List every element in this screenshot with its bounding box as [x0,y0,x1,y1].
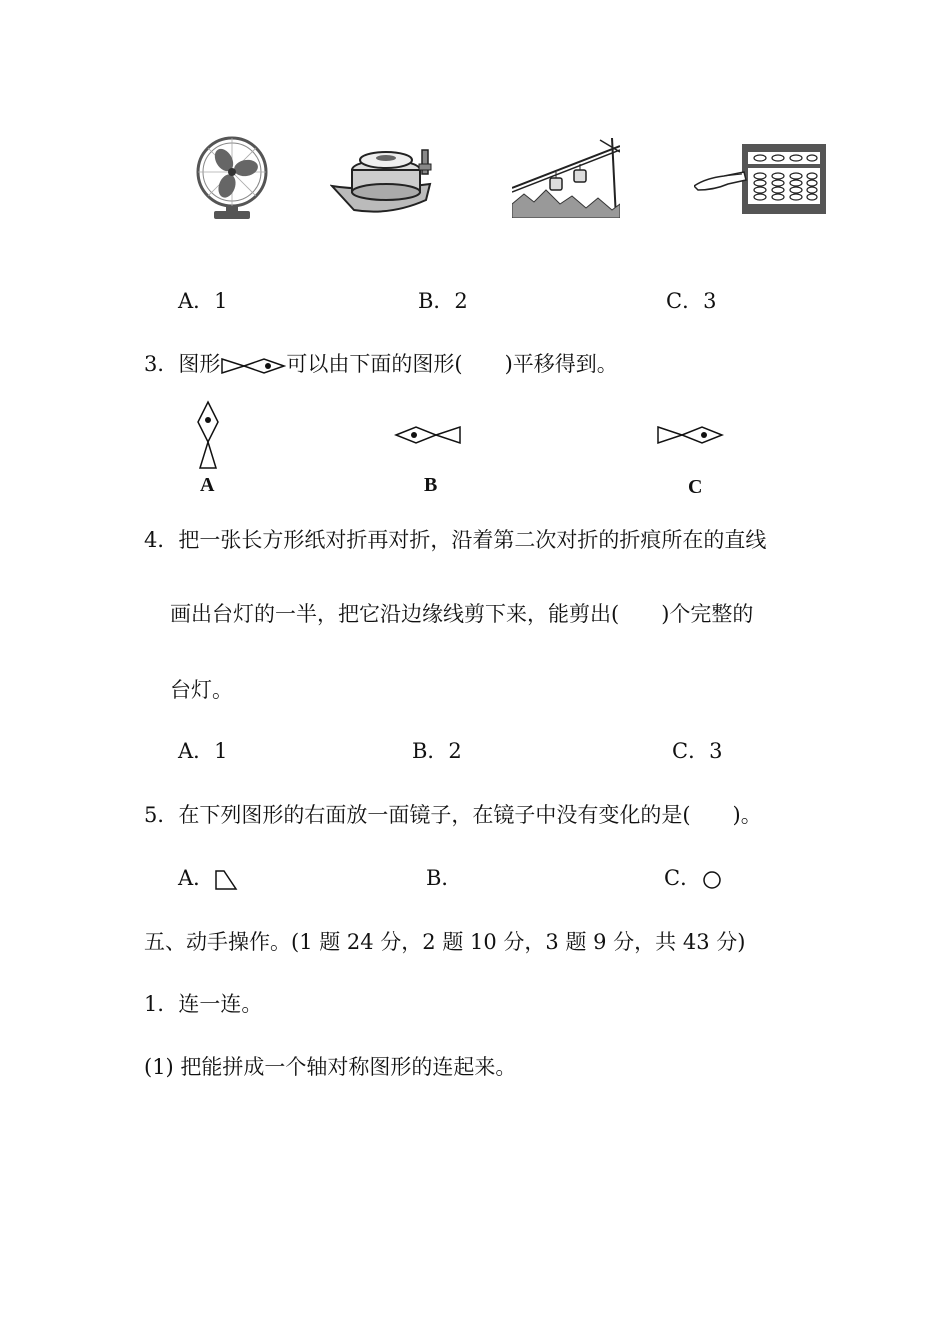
abacus-picture [694,142,834,218]
q5-option-c[interactable] [664,864,723,892]
q3-prefix: 3．图形 [144,352,221,376]
q5-option-c-label: C． [664,866,702,890]
vertical-diamond-bowtie-icon [196,400,220,472]
q3-question [144,350,618,378]
left-diamond-bowtie-icon [394,424,464,446]
q2-option-a[interactable]: A．1 [178,289,228,313]
circle-icon [701,869,723,891]
cable-car-picture [512,138,620,218]
q3-label-c: C [688,476,703,498]
stone-mill-icon [330,140,442,218]
cable-car-icon [512,138,620,218]
q4-line-1: 4．把一张长方形纸对折再对折，沿着第二次对折的折痕所在的直线 [144,528,767,552]
q4-line-3: 台灯。 [170,678,233,702]
q4-line-2: 画出台灯的一半，把它沿边缘线剪下来，能剪出( )个完整的 [170,602,754,626]
section-five-item-1: 1．连一连。 [144,992,263,1016]
q3-label-a: A [200,474,215,496]
q5-question: 5．在下列图形的右面放一面镜子，在镜子中没有变化的是( )。 [144,803,762,827]
q3-shape-b[interactable] [394,424,464,446]
section-five-item-1-sub-1: (1) 把能拼成一个轴对称图形的连起来。 [144,1055,517,1079]
q5-option-b-label: B． [426,866,463,890]
q4-option-a[interactable]: A．1 [178,739,228,763]
q2-option-c[interactable]: C．3 [666,289,717,313]
q4-option-c[interactable]: C．3 [672,739,723,763]
q3-shape-c[interactable] [656,424,726,446]
q4-option-b[interactable]: B．2 [412,739,462,763]
right-trapezoid-icon [214,869,238,891]
q2-option-b[interactable]: B．2 [418,289,468,313]
q5-option-a[interactable] [178,864,238,892]
bowtie-diamond-icon [220,356,286,376]
fan-icon [194,134,270,222]
fan-picture [194,134,270,222]
q3-label-b: B [424,474,438,496]
q3-suffix: 可以由下面的图形( )平移得到。 [286,352,618,376]
q3-shape-a[interactable] [196,400,220,472]
stone-mill-picture [330,140,442,218]
q5-option-b[interactable] [426,864,462,892]
section-five-title: 五、动手操作。(1 题 24 分，2 题 10 分，3 题 9 分，共 43 分) [144,930,746,954]
q5-option-a-label: A． [178,866,215,890]
abacus-icon [694,142,834,218]
right-diamond-bowtie-icon [656,424,726,446]
